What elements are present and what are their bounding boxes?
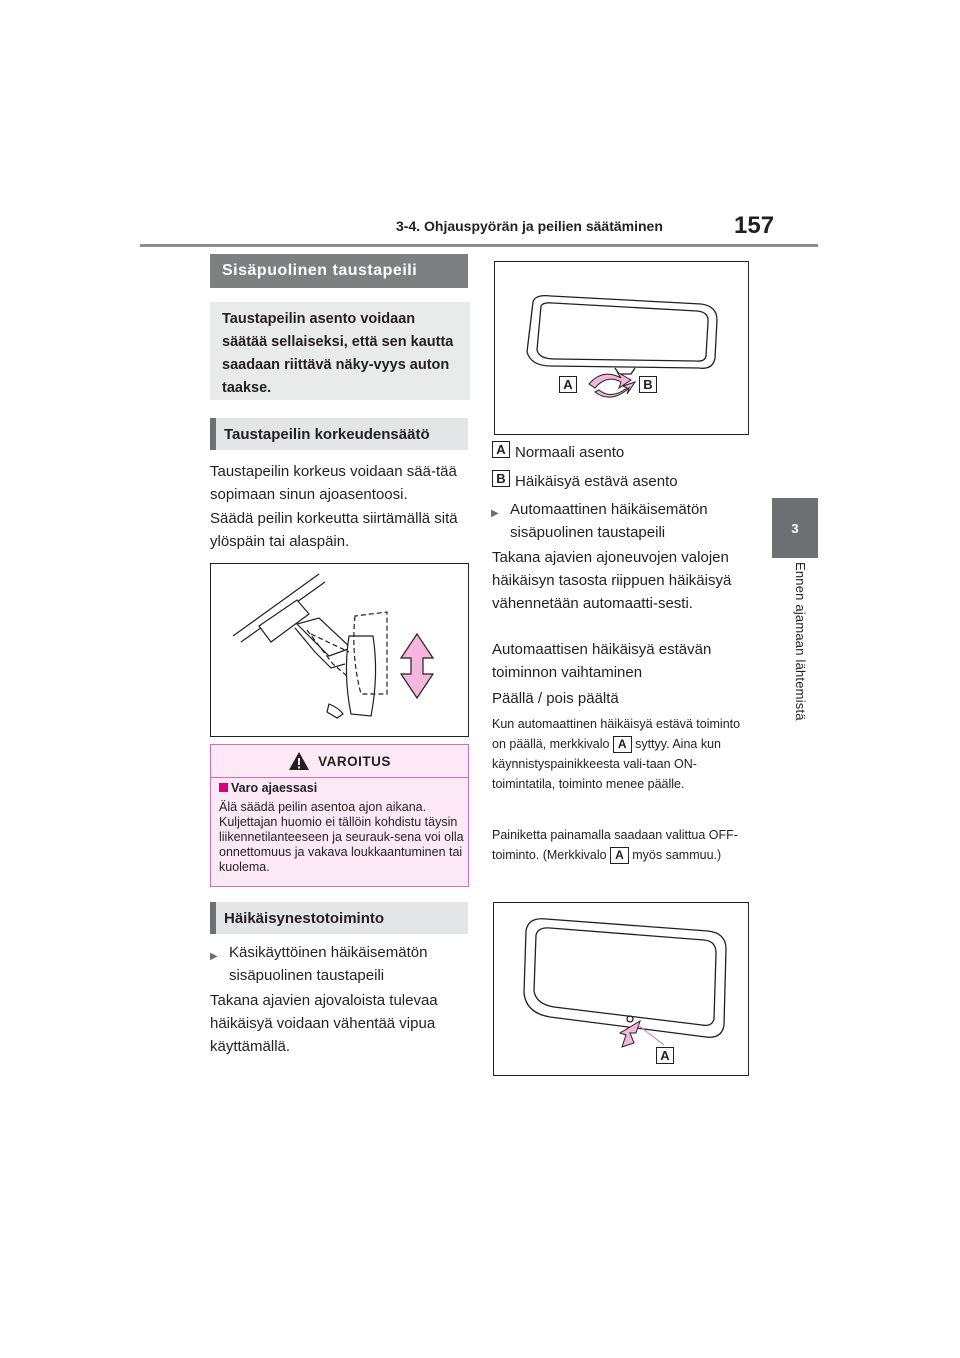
tilt-arrows-icon xyxy=(589,372,635,397)
section-title: Sisäpuolinen taustapeili xyxy=(210,254,468,288)
switch-subtitle: Päällä / pois päältä xyxy=(492,690,619,707)
page-number: 157 xyxy=(734,212,775,239)
figure-auto-mirror xyxy=(493,902,749,1076)
fig2-tag-a: A xyxy=(656,1047,674,1064)
warning-header xyxy=(211,745,468,778)
warning-title: VAROITUS xyxy=(318,753,391,769)
heading-antiglare: Häikäisynestotoiminto xyxy=(210,902,468,934)
warning-text: Älä säädä peilin asentoa ajon aikana. Kuljettajan huomio ei tällöin kohdistu täysin liikennetilanteeseen ja seurauk-sena voi olla onnettomuus ja vakava loukkaantuminen tai kuolema. xyxy=(219,800,464,874)
manual-mirror-illustration xyxy=(495,262,748,434)
legend-item-a xyxy=(492,441,510,459)
auto-mirror-illustration xyxy=(494,903,748,1075)
note-off-text-1: Painiketta painamalla saadaan valittua OFF-toiminto. (Merkkivalo xyxy=(492,828,738,862)
warning-box xyxy=(210,744,469,887)
warning-subtitle-row xyxy=(219,781,317,795)
auto-mirror-bullet: ▶ Automaattinen häikäisemätön sisäpuolinen taustapeili xyxy=(510,498,750,544)
figure-manual-mirror xyxy=(494,261,749,435)
tag-a: A xyxy=(559,376,577,393)
legend-tag-a: A xyxy=(492,441,510,458)
auto-mirror-text: Takana ajavien ajoneuvojen valojen häikäisyn tasosta riippuen häikäisyä vähennetään automaatti-sesti. xyxy=(492,549,732,612)
height-paragraph-2: Säädä peilin korkeutta siirtämällä sitä ylöspäin tai alaspäin. xyxy=(210,510,458,550)
legend-item-b xyxy=(492,470,510,488)
switch-title: Automaattisen häikäisyä estävän toiminnon vaihtaminen xyxy=(492,641,712,681)
header-title: 3-4. Ohjauspyörän ja peilien säätäminen xyxy=(396,218,663,234)
height-paragraph-1: Taustapeilin korkeus voidaan sää-tää sopimaan sinun ajoasentoosi. xyxy=(210,463,457,503)
note-off xyxy=(492,825,754,865)
chapter-tab: 3 xyxy=(772,498,818,558)
legend-text-b: Häikäisyä estävä asento xyxy=(515,473,678,490)
manual-mirror-text: Takana ajavien ajovaloista tulevaa häikäisyä voidaan vähentää vipua käyttämällä. xyxy=(210,992,438,1055)
tag-b: B xyxy=(639,376,657,393)
intro-box: Taustapeilin asento voidaan säätää sellaiseksi, että sen kautta saadaan riittävä näky-vyys auton taakse. xyxy=(210,302,470,400)
figure-height-adjust xyxy=(210,563,469,737)
header-divider xyxy=(140,244,818,247)
note-off-text-2: myös sammuu.) xyxy=(632,848,722,862)
note-off-tag: A xyxy=(610,847,629,864)
up-down-arrow-icon xyxy=(401,634,433,698)
heading-height-adjust: Taustapeilin korkeudensäätö xyxy=(210,418,468,450)
legend-text-a: Normaali asento xyxy=(515,444,625,461)
manual-mirror-bullet: ▶ Käsikäyttöinen häikäisemätön sisäpuolinen taustapeili xyxy=(229,941,469,987)
note-on-tag: A xyxy=(613,736,632,753)
note-on-text-2: syttyy. Aina kun käynnistyspainikkeesta vali-taan ON-toimintatila, toiminto menee päälle. xyxy=(492,737,721,791)
chapter-tab-text: Ennen ajamaan lähtemistä xyxy=(793,562,808,721)
note-on xyxy=(492,714,754,794)
note-on-text-1: Kun automaattinen häikäisyä estävä toiminto on päällä, merkkivalo xyxy=(492,717,741,751)
bullet-square-icon xyxy=(219,783,228,792)
warning-triangle-icon xyxy=(288,751,310,771)
legend-tag-b: B xyxy=(492,470,510,487)
warning-subtitle: Varo ajaessasi xyxy=(231,781,318,795)
mirror-height-illustration xyxy=(211,564,468,736)
